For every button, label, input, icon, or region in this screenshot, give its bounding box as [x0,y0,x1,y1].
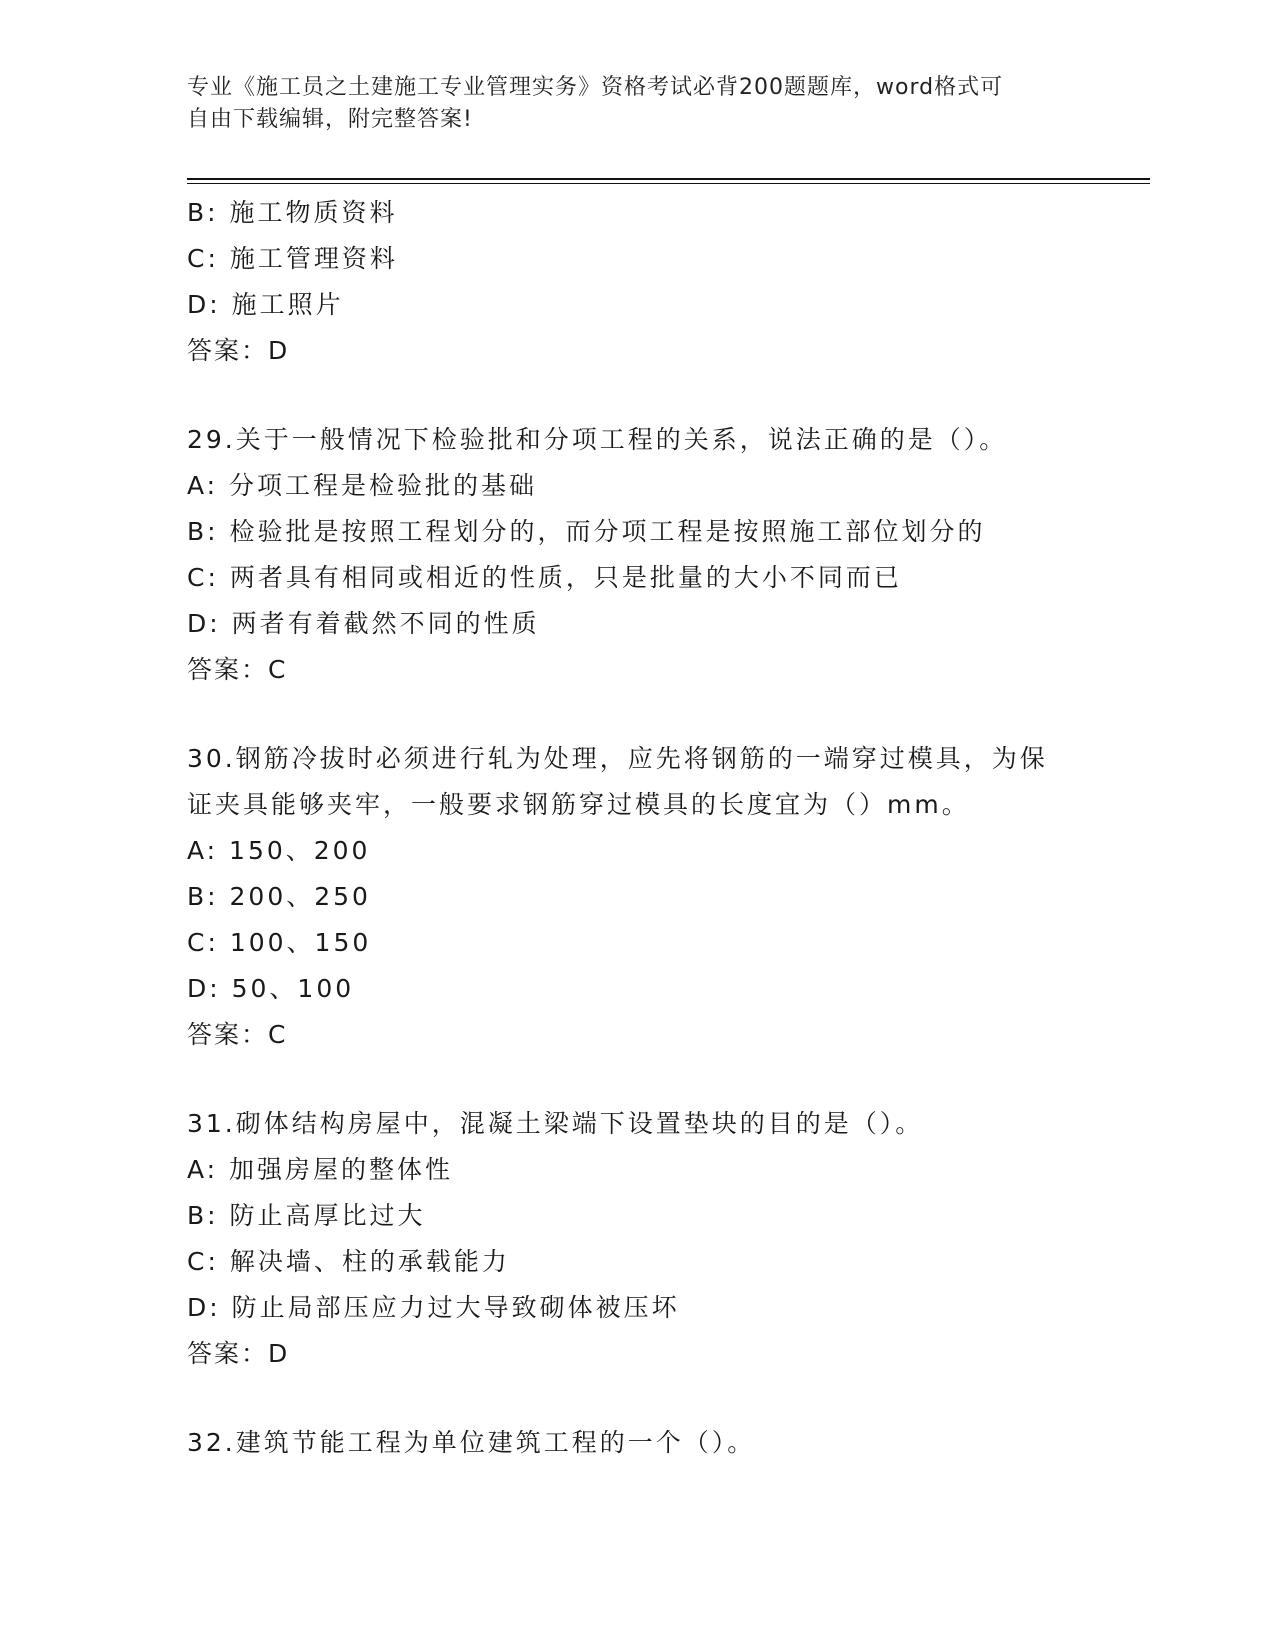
option-a: A: 分项工程是检验批的基础 [187,471,538,500]
question-31 [187,1101,1087,1377]
question-30 [187,736,1087,1058]
question-stem-line-1: 30.钢筋冷拔时必须进行轧为处理，应先将钢筋的一端穿过模具，为保 [187,744,1048,773]
question-29 [187,417,1087,693]
question-stem: 29.关于一般情况下检验批和分项工程的关系，说法正确的是（）。 [187,425,1008,454]
header-divider-thin [187,183,1150,184]
option-a: A: 加强房屋的整体性 [187,1155,454,1184]
question-stem: 31.砌体结构房屋中，混凝土梁端下设置垫块的目的是（）。 [187,1109,924,1138]
answer: 答案：C [187,1020,288,1049]
option-d: D: 50、100 [187,974,355,1003]
option-b: B: 防止高厚比过大 [187,1201,426,1230]
question-stem: 32.建筑节能工程为单位建筑工程的一个（）。 [187,1428,756,1457]
option-c: C: 施工管理资料 [187,244,398,273]
document-header [187,72,1087,136]
question-stem-line-2: 证夹具能够夹牢，一般要求钢筋穿过模具的长度宜为（）mm。 [187,790,970,819]
header-divider-thick [187,178,1150,180]
option-d: D: 施工照片 [187,290,344,319]
option-b: B: 检验批是按照工程划分的，而分项工程是按照施工部位划分的 [187,517,986,546]
option-c: C: 两者具有相同或相近的性质，只是批量的大小不同而已 [187,563,902,592]
header-line-2: 自由下载编辑，附完整答案! [187,107,473,132]
document-body [187,190,1087,1466]
option-b: B: 200、250 [187,882,371,911]
question-28-continued [187,190,1087,374]
answer: 答案：D [187,336,290,365]
option-d: D: 防止局部压应力过大导致砌体被压坏 [187,1293,680,1322]
option-b: B: 施工物质资料 [187,198,398,227]
answer: 答案：C [187,655,288,684]
question-32 [187,1420,1087,1466]
option-c: C: 解决墙、柱的承载能力 [187,1247,510,1276]
option-a: A: 150、200 [187,836,371,865]
option-c: C: 100、150 [187,928,372,957]
option-d: D: 两者有着截然不同的性质 [187,609,540,638]
answer: 答案：D [187,1339,290,1368]
header-line-1: 专业《施工员之土建施工专业管理实务》资格考试必背200题题库，word格式可 [187,75,1004,100]
